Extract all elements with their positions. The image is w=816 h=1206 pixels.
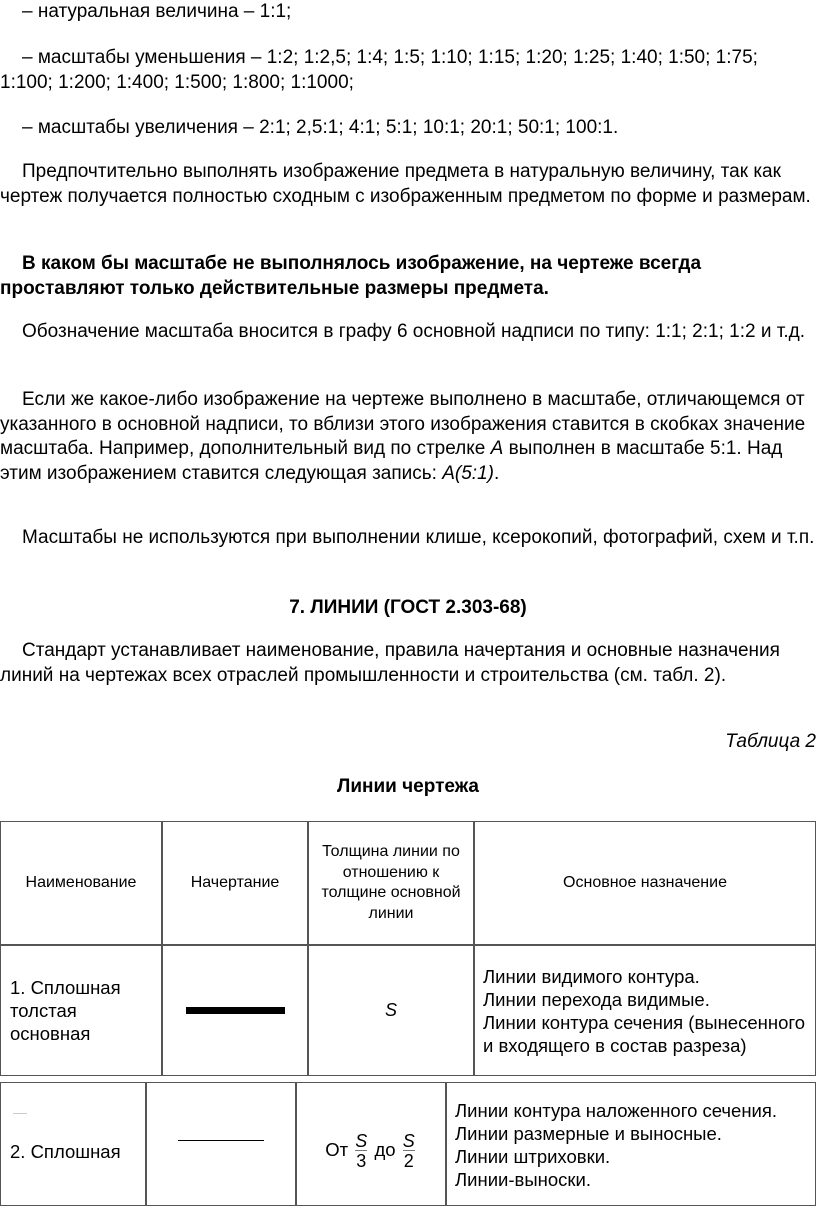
row1-name: 1. Сплошная толстая основная: [0, 945, 162, 1076]
row2-drawing: [146, 1082, 296, 1206]
fraction-s-over-3: $\frac{S}{3}$: [355, 1131, 368, 1171]
thin-solid-line-sample: [178, 1140, 264, 1141]
example-arrow-letter: А: [490, 438, 504, 459]
example-scale-record: А(5:1): [442, 462, 494, 484]
fraction-s-over-2: $\frac{S}{2}$: [402, 1131, 415, 1171]
thickness-to-label: до: [374, 1138, 396, 1160]
thickness-from-label: От: [325, 1138, 349, 1160]
scale-enlargement: – масштабы увеличения – 2:1; 2,5:1; 4:1; 5:1; 10:1; 20:1; 50:1; 100:1.: [22, 117, 619, 138]
section-intro: Стандарт устанавливает наименование, правила начертания и основные назначения линий на чертежах всех отраслей промышленности и строительства (см. табл. 2).: [0, 640, 780, 686]
row2-thickness: [296, 1082, 446, 1206]
row1-purpose: [474, 945, 816, 1076]
scale-reduction: – масштабы уменьшения – 1:2; 1:2,5; 1:4; 1:5; 1:10; 1:15; 1:20; 1:25; 1:40; 1:50; 1:75; 1:100; 1:200; 1:400; 1:500; 1:800; 1:1000;: [0, 47, 758, 93]
scale-natural: – натуральная величина – 1:1;: [22, 1, 292, 22]
row2-purpose: [446, 1082, 816, 1206]
example-text-b: выполнен в масштабе 5:1. Над этим изображением ставится следующая запись:: [0, 438, 783, 484]
lines-table-header: [0, 821, 816, 1076]
purpose-item: Линии перехода видимые.: [483, 988, 710, 1010]
small-mark-decor: [13, 1113, 27, 1114]
purpose-item: Линии размерные и выносные.: [455, 1123, 722, 1144]
header-thickness: Толщина линии по отношению к толщине основной линии: [308, 821, 474, 945]
purpose-item: Линии-выноски.: [455, 1169, 591, 1190]
lines-table-continued: [0, 1082, 816, 1206]
thick-solid-line-sample: [186, 1007, 285, 1014]
row1-thickness: S: [308, 945, 474, 1076]
purpose-item: Линии контура наложенного сечения.: [455, 1100, 778, 1121]
paragraph-scale-example: [0, 388, 816, 486]
row1-drawing: [162, 945, 308, 1076]
paragraph-bold-rule: В каком бы масштабе не выполнялось изображение, на чертеже всегда проставляют только действительные размеры предмета.: [0, 253, 702, 299]
header-name: Наименование: [0, 821, 162, 945]
header-purpose: Основное назначение: [474, 821, 816, 945]
purpose-item: Линии контура сечения (вынесенного и входящего в состав разреза): [483, 1011, 805, 1056]
paragraph-scale-designation: Обозначение масштаба вносится в графу 6 основной надписи по типу: 1:1; 2:1; 1:2 и т.д.: [22, 321, 805, 342]
header-drawing: Начертание: [162, 821, 308, 945]
example-text-a: Если же какое-либо изображение на чертеже выполнено в масштабе, отличающемся от указанного в основной надписи, то вблизи этого изображения ставится в скобках значение масштаба. Например, дополнительный вид по стрелке: [0, 389, 806, 459]
section-heading: 7. ЛИНИИ (ГОСТ 2.303-68): [289, 597, 527, 618]
table-title: Линии чертежа: [337, 776, 479, 797]
paragraph-scales-not-used: Масштабы не используются при выполнении клише, ксерокопий, фотографий, схем и т.п.: [22, 527, 815, 548]
row2-name: 2. Сплошная: [0, 1082, 146, 1206]
purpose-item: Линии видимого контура.: [483, 965, 700, 987]
purpose-item: Линии штриховки.: [455, 1146, 611, 1167]
paragraph-natural-preference: Предпочтительно выполнять изображение предмета в натуральную величину, так как чертеж получается полностью сходным с изображенным предметом по форме и размерам.: [0, 161, 811, 207]
table-row: [0, 945, 816, 1076]
table-label: Таблица 2: [725, 731, 816, 752]
example-text-end: .: [493, 462, 500, 484]
table-row: [0, 1082, 816, 1206]
